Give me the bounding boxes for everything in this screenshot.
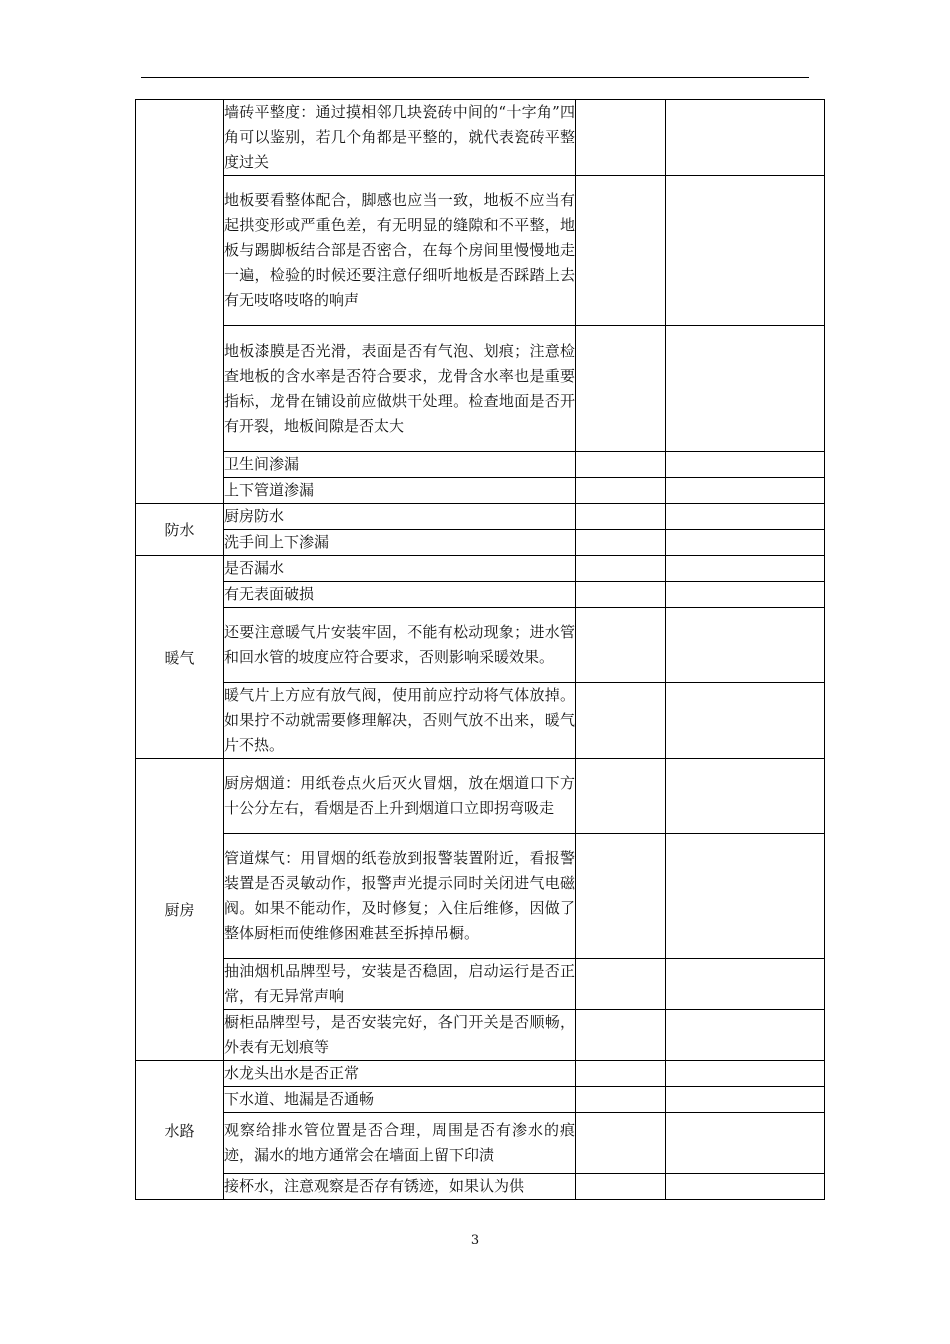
table-row bbox=[136, 1061, 825, 1087]
remark-cell[interactable] bbox=[666, 556, 825, 582]
item-description: 抽油烟机品牌型号，安装是否稳固，启动运行是否正常，有无异常声响 bbox=[224, 959, 576, 1010]
table-row bbox=[136, 530, 825, 556]
item-description: 有无表面破损 bbox=[224, 582, 576, 608]
item-description: 水龙头出水是否正常 bbox=[224, 1061, 576, 1087]
inspection-table bbox=[135, 99, 825, 1200]
item-description: 洗手间上下渗漏 bbox=[224, 530, 576, 556]
item-description: 还要注意暖气片安装牢固，不能有松动现象；进水管和回水管的坡度应符合要求，否则影响采暖效果。 bbox=[224, 608, 576, 683]
remark-cell[interactable] bbox=[666, 1087, 825, 1113]
table-row bbox=[136, 452, 825, 478]
item-description: 卫生间渗漏 bbox=[224, 452, 576, 478]
item-description: 暖气片上方应有放气阀，使用前应拧动将气体放掉。如果拧不动就需要修理解决，否则气放不出来，暖气片不热。 bbox=[224, 683, 576, 759]
item-description: 接杯水，注意观察是否存有锈迹，如果认为供 bbox=[224, 1174, 576, 1200]
category-cell-kitchen: 厨房 bbox=[136, 759, 224, 1061]
category-cell-blank bbox=[136, 100, 224, 504]
result-cell[interactable] bbox=[576, 608, 666, 683]
remark-cell[interactable] bbox=[666, 1113, 825, 1174]
result-cell[interactable] bbox=[576, 504, 666, 530]
item-description: 厨房防水 bbox=[224, 504, 576, 530]
result-cell[interactable] bbox=[576, 1174, 666, 1200]
remark-cell[interactable] bbox=[666, 530, 825, 556]
result-cell[interactable] bbox=[576, 582, 666, 608]
table-row bbox=[136, 1113, 825, 1174]
category-cell-heating: 暖气 bbox=[136, 556, 224, 759]
category-cell-plumbing: 水路 bbox=[136, 1061, 224, 1200]
table-row bbox=[136, 759, 825, 834]
table-row bbox=[136, 478, 825, 504]
remark-cell[interactable] bbox=[666, 326, 825, 452]
remark-cell[interactable] bbox=[666, 834, 825, 959]
item-description: 地板漆膜是否光滑，表面是否有气泡、划痕；注意检查地板的含水率是否符合要求，龙骨含水率也是重要指标，龙骨在铺设前应做烘干处理。检查地面是否开有开裂，地板间隙是否太大 bbox=[224, 326, 576, 452]
remark-cell[interactable] bbox=[666, 1174, 825, 1200]
result-cell[interactable] bbox=[576, 100, 666, 176]
table-row bbox=[136, 1087, 825, 1113]
item-description: 观察给排水管位置是否合理，周围是否有渗水的痕迹，漏水的地方通常会在墙面上留下印渍 bbox=[224, 1113, 576, 1174]
item-description: 是否漏水 bbox=[224, 556, 576, 582]
remark-cell[interactable] bbox=[666, 1061, 825, 1087]
remark-cell[interactable] bbox=[666, 683, 825, 759]
header-rule bbox=[141, 77, 809, 78]
table-row bbox=[136, 608, 825, 683]
page-number: 3 bbox=[470, 1233, 480, 1248]
table-row bbox=[136, 326, 825, 452]
result-cell[interactable] bbox=[576, 759, 666, 834]
item-description: 管道煤气：用冒烟的纸卷放到报警装置附近，看报警装置是否灵敏动作，报警声光提示同时关闭进气电磁阀。如果不能动作，及时修复；入住后维修，因做了整体厨柜而使维修困难甚至拆掉吊橱。 bbox=[224, 834, 576, 959]
result-cell[interactable] bbox=[576, 1010, 666, 1061]
remark-cell[interactable] bbox=[666, 478, 825, 504]
table-row bbox=[136, 1010, 825, 1061]
table-row bbox=[136, 834, 825, 959]
item-description: 墙砖平整度：通过摸相邻几块瓷砖中间的“十字角”四角可以鉴别，若几个角都是平整的，就代表瓷砖平整度过关 bbox=[224, 100, 576, 176]
item-description: 地板要看整体配合，脚感也应当一致，地板不应当有起拱变形或严重色差，有无明显的缝隙和不平整，地板与踢脚板结合部是否密合，在每个房间里慢慢地走一遍，检验的时候还要注意仔细听地板是否踩踏上去有无吱咯吱咯的响声 bbox=[224, 176, 576, 326]
table-row bbox=[136, 176, 825, 326]
table-row bbox=[136, 504, 825, 530]
result-cell[interactable] bbox=[576, 683, 666, 759]
remark-cell[interactable] bbox=[666, 504, 825, 530]
result-cell[interactable] bbox=[576, 834, 666, 959]
remark-cell[interactable] bbox=[666, 959, 825, 1010]
table-row bbox=[136, 1174, 825, 1200]
item-description: 厨房烟道：用纸卷点火后灭火冒烟，放在烟道口下方十公分左右，看烟是否上升到烟道口立即拐弯吸走 bbox=[224, 759, 576, 834]
table-row bbox=[136, 100, 825, 176]
item-description: 橱柜品牌型号，是否安装完好，各门开关是否顺畅，外表有无划痕等 bbox=[224, 1010, 576, 1061]
remark-cell[interactable] bbox=[666, 582, 825, 608]
remark-cell[interactable] bbox=[666, 100, 825, 176]
result-cell[interactable] bbox=[576, 326, 666, 452]
result-cell[interactable] bbox=[576, 530, 666, 556]
result-cell[interactable] bbox=[576, 959, 666, 1010]
result-cell[interactable] bbox=[576, 452, 666, 478]
item-description: 下水道、地漏是否通畅 bbox=[224, 1087, 576, 1113]
result-cell[interactable] bbox=[576, 176, 666, 326]
result-cell[interactable] bbox=[576, 1061, 666, 1087]
result-cell[interactable] bbox=[576, 1087, 666, 1113]
table-row bbox=[136, 959, 825, 1010]
remark-cell[interactable] bbox=[666, 452, 825, 478]
table-row bbox=[136, 582, 825, 608]
category-cell-waterproof: 防水 bbox=[136, 504, 224, 556]
result-cell[interactable] bbox=[576, 1113, 666, 1174]
table-row bbox=[136, 683, 825, 759]
item-description: 上下管道渗漏 bbox=[224, 478, 576, 504]
table-row bbox=[136, 556, 825, 582]
result-cell[interactable] bbox=[576, 556, 666, 582]
remark-cell[interactable] bbox=[666, 1010, 825, 1061]
remark-cell[interactable] bbox=[666, 759, 825, 834]
remark-cell[interactable] bbox=[666, 176, 825, 326]
result-cell[interactable] bbox=[576, 478, 666, 504]
remark-cell[interactable] bbox=[666, 608, 825, 683]
